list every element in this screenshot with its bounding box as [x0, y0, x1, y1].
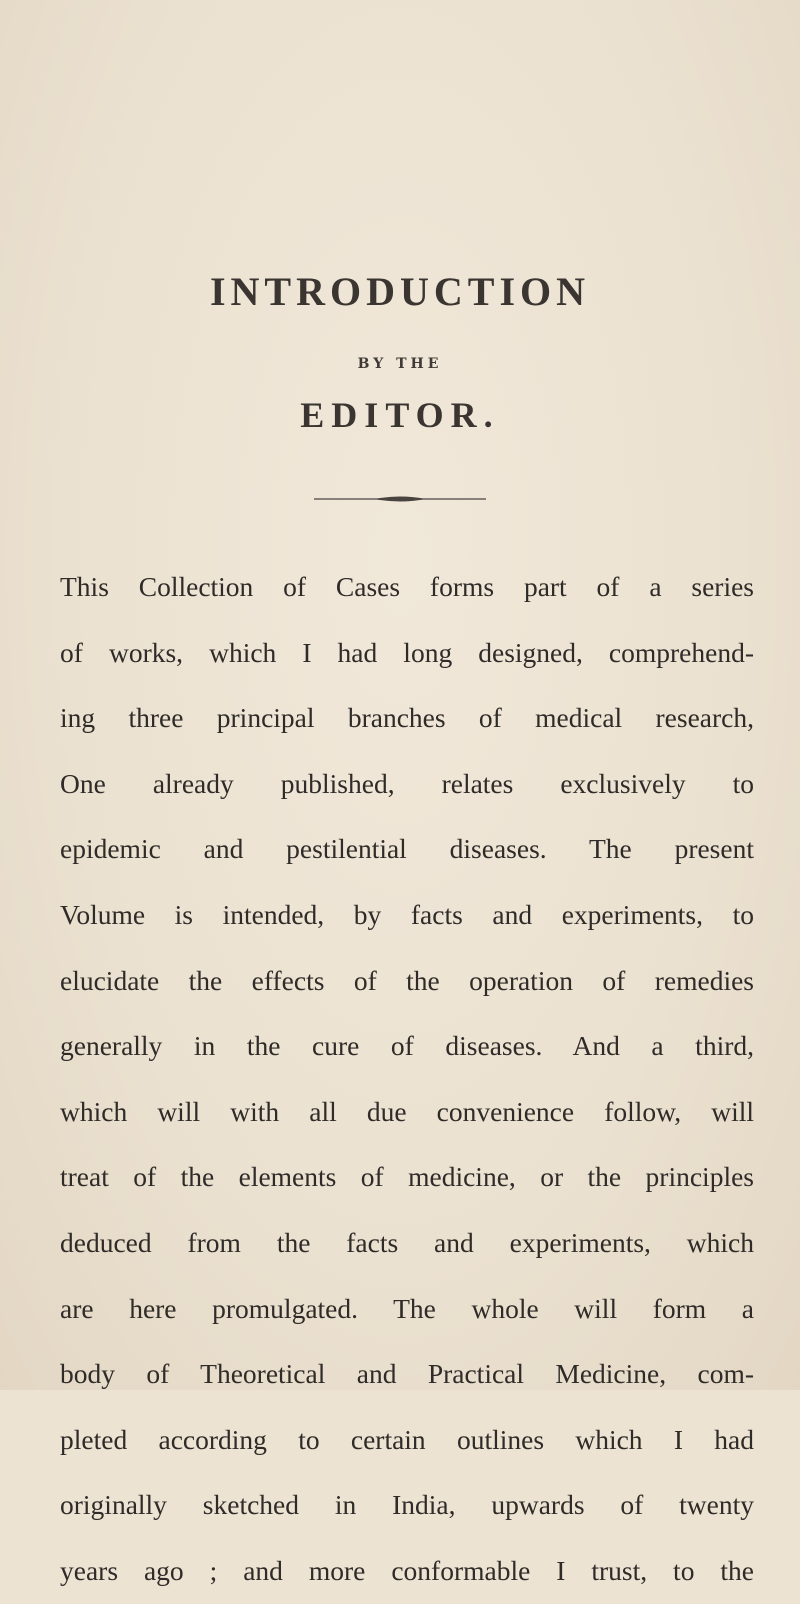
byline-prefix: BY THE: [357, 356, 443, 372]
paragraph-line: years ago ; and more conformable I trust, to the: [60, 1554, 754, 1586]
paragraph-line: body of Theoretical and Practical Medicine, com-: [60, 1358, 754, 1390]
paragraph-line: Volume is intended, by facts and experiments, to: [60, 898, 754, 930]
paragraph-line: generally in the cure of diseases. And a third,: [60, 1030, 754, 1062]
paragraph-line: of works, which I had long designed, comprehend-: [60, 636, 754, 668]
paragraph-line: deduced from the facts and experiments, which: [60, 1226, 754, 1258]
introduction-paragraph: [60, 554, 754, 1604]
paragraph-line: originally sketched in India, upwards of twenty: [60, 1489, 754, 1521]
page-title: INTRODUCTION: [209, 269, 591, 314]
paragraph-line: treat of the elements of medicine, or the principles: [60, 1161, 754, 1193]
byline-author: EDITOR.: [300, 395, 500, 435]
paragraph-line: elucidate the effects of the operation of remedies: [60, 964, 754, 996]
paragraph-line: which will with all due convenience follow, will: [60, 1095, 754, 1127]
paragraph-line: ing three principal branches of medical research,: [60, 702, 754, 734]
paragraph-line: epidemic and pestilential diseases. The present: [60, 833, 754, 865]
paragraph-line: This Collection of Cases forms part of a series: [60, 571, 754, 602]
paragraph-line: are here promulgated. The whole will form a: [60, 1292, 754, 1324]
ornamental-rule-icon: [314, 495, 486, 503]
paragraph-line: pleted according to certain outlines which I had: [60, 1423, 754, 1455]
paragraph-line: One already published, relates exclusively to: [60, 767, 754, 799]
